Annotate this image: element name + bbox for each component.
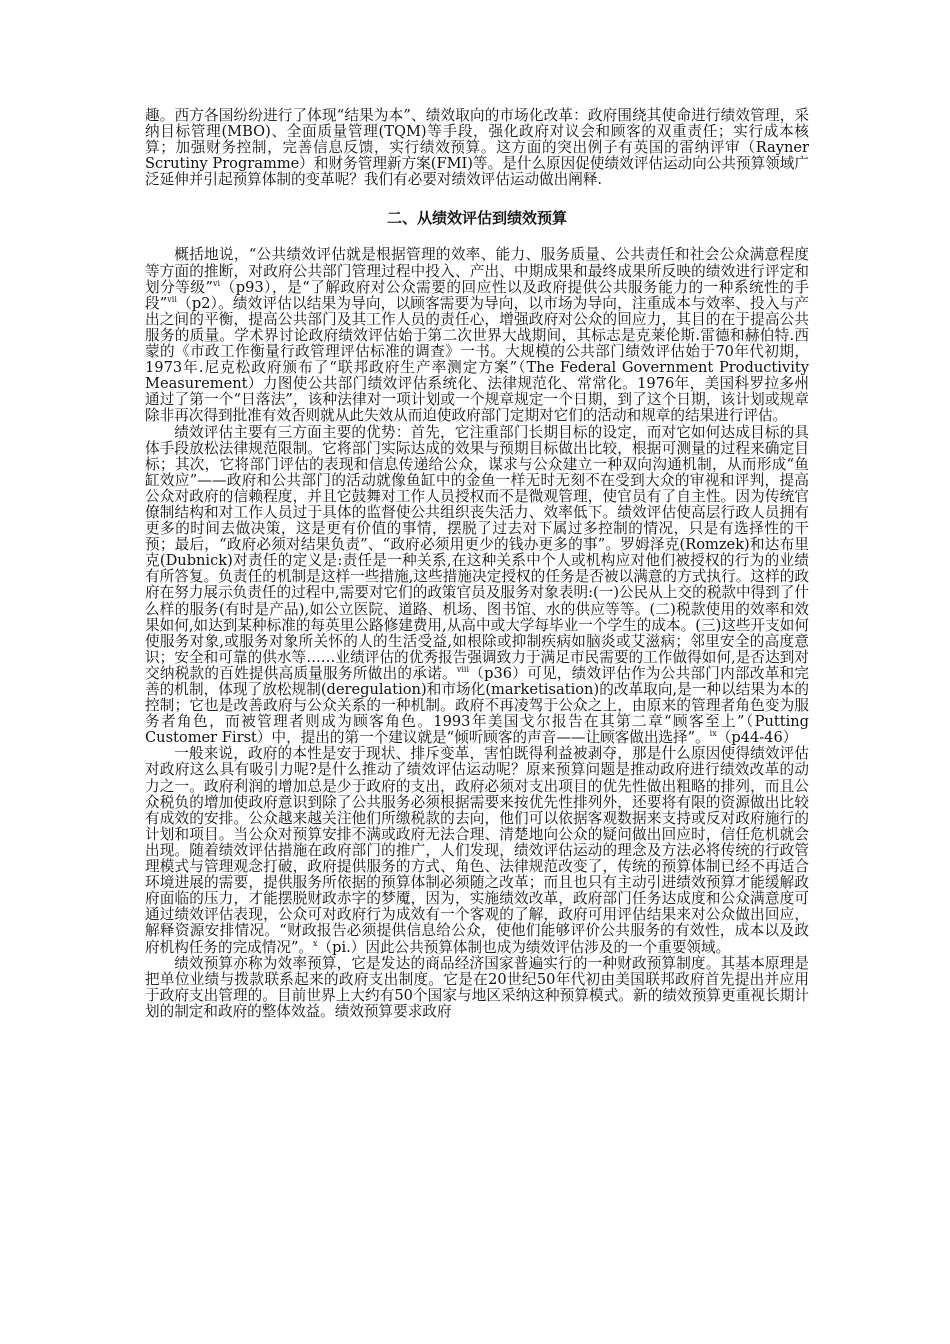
footnote-marker: viii bbox=[456, 665, 470, 675]
paragraph-text: 绩效评估主要有三方面主要的优势：首先，它注重部门长期目标的设定，而对它如何达成目标的具体手段放松法律规范限制。它将部门实际达成的效果与预期目标做出比较，根据可测量的过程来确定目标；其次，它将部门评估的表现和信息传递给公众，谋求与公众建立一种双向沟通机制，从而形成“鱼缸效应”——政府和公共部门的活动就像鱼缸中的金鱼一样无时无刻不在受到大众的审视和评判，提高公众对政府的信赖程度，并且它鼓舞对工作人员授权而不是微观管理，使官员有了自主性。因为传统官僚制结构和对工作人员过于具体的监督使公共组织丧失活力、效率低下。绩效评估使高层行政人员拥有更多的时间去做决策，这是更有价值的事情，摆脱了过去对下属过多控制的情况，只是有选择性的干预；最后，“政府必须对结果负责”、“政府必须用更少的钱办更多的事”。罗姆泽克(Romzek)和达布里克(Dubnick)对责任的定义是:责任是一种关系,在这种关系中个人或机构应对他们被授权的行为的业绩有所答复。负责任的机制是这样一些措施,这些措施决定授权的任务是否被以满意的方式执行。这样的政府在努力展示负责任的过程中,需要对它们的政策官员及服务对象表明:(一)公民从上交的税款中得到了什么样的服务(有时是产品),如公立医院、道路、机场、图书馆、水的供应等等。(二)税款使用的效率和效果如何,如达到某种标准的每英里公路修建费用,从高中或大学每毕业一个学生的成本。(三)这些开支如何使服务对象,或服务对象所关怀的人的生活受益,如根除或抑制疾病如脑炎或艾滋病；邻里安全的高度意识；安全和可靠的供水等……业绩评估的优秀报告强调致力于满足市民需要的工作做得如何,是否达到对交纳税款的百姓提供高质量服务所做出的承诺。 bbox=[145, 423, 809, 682]
paragraph-text: （p36）可见，绩效评估作为公共部门内部改革和完善的机制，体现了放松规制(deregulation)和市场化(marketisation)的改革取向,是一种以结果为本的控制；它也是改善政府与公众关系的一种机制。政府不再凌驾于公众之上，由原来的管理者角色变为服务者角色，而被管理者则成为顾客角色。1993年美国戈尔报告在其第二章“顾客至上”（Putting Customer First）中，提出的第一个建议就是“倾听顾客的声音——让顾客做出选择”。 bbox=[145, 664, 809, 747]
paragraph-text: （p44-46） bbox=[716, 729, 798, 747]
footnote-marker: x bbox=[313, 938, 318, 948]
paragraph-text: 一般来说，政府的本性是安于现状、排斥变革，害怕既得利益被剥夺，那是什么原因使得绩效评估对政府这么具有吸引力呢?是什么推动了绩效评估运动呢？原来预算问题是推动政府进行绩效改革的动力之一。政府利润的增加总是少于政府的支出，政府必须对支出项目的优先性做出粗略的排列，而且公众税负的增加使政府意识到除了公共服务必须根据需要来按优先性排列外，还要将有限的资源做出比较有成效的安排。公众越来越关注他们所缴税款的去向，他们可以依据客观数据来支持或反对政府施行的计划和项目。当公众对预算安排不满或政府无法合理、清楚地向公众的疑问做出回应时，信任危机就会出现。随着绩效评估措施在政府部门的推广，人们发现，绩效评估运动的理念及方法必将传统的行政管理模式与管理观念打破，政府提供服务的方式、角色、法律规范改变了，传统的预算体制已经不再适合环境进展的需要，提供服务所依据的预算体制必须随之改革；而且也只有主动引进绩效预算才能缓解政府面临的压力，才能摆脱财政赤字的梦魇，因为，实施绩效改革，政府部门任务达成度和公众满意度可通过绩效评估表现，公众可对政府行为成效有一个客观的了解，政府可用评估结果来对公众做出回应，解释资源安排情况。“财政报告必须提供信息给公众，使他们能够评价公共服务的有效性，成本以及政府机构任务的完成情况”。 bbox=[145, 745, 809, 956]
paragraph-text: （p93），是“了解政府对公众需要的回应性以及政府提供公共服务能力的一种系统性的手段” bbox=[145, 278, 809, 312]
paragraph-text: 概括地说，“公共绩效评估就是根据管理的效率、能力、服务质量、公共责任和社会公众满意程度等方面的推断，对政府公共部门管理过程中投入、产出、中期成果和最终成果所反映的绩效进行评定和划分等级” bbox=[145, 246, 809, 296]
footnote-marker: ix bbox=[709, 729, 717, 739]
footnote-marker: vii bbox=[167, 294, 177, 304]
paragraph-text: （pi.）因此公共预算体制也成为绩效评估涉及的一个重要领域。 bbox=[317, 938, 731, 956]
intro-paragraph: 趣。西方各国纷纷进行了体现“结果为本”、绩效取向的市场化改革：政府围绕其使命进行绩效管理，采纳目标管理(MBO)、全面质量管理(TQM)等手段，强化政府对议会和顾客的双重责任；实行成本核算；加强财务控制，完善信息反馈，实行绩效预算。这方面的突出例子有英国的雷纳评审（Rayner Scrutiny Programme）和财务管理新方案(FMI)等。是什么原因促使绩效评估运动向公共预算领域广泛延伸并引起预算体制的变革呢？我们有必要对绩效评估运动做出阐释. bbox=[145, 107, 809, 189]
paragraph-advantages bbox=[145, 425, 809, 747]
footnote-marker: vi bbox=[212, 278, 221, 288]
document-body bbox=[145, 108, 809, 1020]
paragraph-performance-budget: 绩效预算亦称为效率预算，它是发达的商品经济国家普遍实行的一种财政预算制度。其基本原理是把单位业绩与拨款联系起来的政府支出制度。它是在20世纪50年代初由美国联邦政府首先提出并应用于政府支出管理的。目前世界上大约有50个国家与地区采纳这种预算模式。新的绩效预算更重视长期计划的制定和政府的整体效益。绩效预算要求政府 bbox=[145, 954, 809, 1020]
paragraph-text: （p2）。绩效评估以结果为导向，以顾客需要为导向，以市场为导向，注重成本与效率、投入与产出之间的平衡，提高公共部门及其工作人员的责任心，增强政府对公众的回应力，其目的在于提高公共服务的质量。学术界讨论政府绩效评估始于第二次世界大战期间，其标志是克莱伦斯.雷德和赫伯特.西蒙的《市政工作衡量行政管理评估标准的调查》一书。大规模的公共部门绩效评估始于70年代初期，1973年.尼克松政府颁布了“联邦政府生产率测定方案”（The Federal Government Productivity Measurement）力图使公共部门绩效评估系统化、法律规范化、常常化。1976年，美国科罗拉多州通过了第一个“日落法”，该种法律对一项计划或一个规章规定一个日期，到了这个日期，该计划或规章除非再次得到批准有效否则就从此失效从而迫使政府部门定期对它们的活动和规章的结果进行评估。 bbox=[145, 294, 809, 425]
paragraph-motivation bbox=[145, 746, 809, 955]
paragraph-definition bbox=[145, 247, 809, 424]
section-heading: 二、从绩效评估到绩效预算 bbox=[386, 209, 567, 228]
